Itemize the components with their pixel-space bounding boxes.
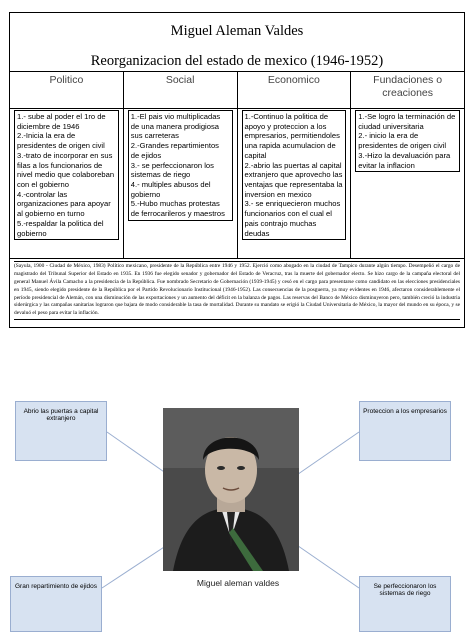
list-item: 2.-Inicia la era de presidentes de origen civil: [17, 131, 105, 151]
cell-politico: [10, 108, 124, 258]
list-item: 2.-abrio las puertas al capital extranjero que aprovecho las ventajas que representaba la inversion en mexico: [244, 160, 343, 199]
list-item: 5.-respaldar la politica del gobierno: [17, 218, 104, 238]
biography-paragraph: (Sayula, 1900 - Ciudad de México, 1983) Político mexicano, presidente de la República entre 1946 y 1952. Ejerció como abogado en la ciudad de Tampico durante algún tiempo. Desempeñó el cargo de magistrado del Tribunal Superior del Estado en 1935. En 1936 fue elegido senador y gobernador del Estado de Veracruz, tras la muerte del gobernador electo. Se hizo cargo de la campaña electoral del general Manuel Ávila Camacho a la presidencia de la República. Fue nombrado Secretario de Gobernación (1939-1945) y cesó en el cargo para presentarse como candidato en las elecciones presidenciales en 1945, siendo elegido presidente de la República por el Partido Revolucionario Institucional (1946-1952). Las consecuencias de la posguerra, ya muy evidentes en 1946, afectaron considerablemente el período presidencial de Alemán, con una disminución de las exportaciones y un aumento del déficit en la balanza de pagos. Las reservas del Banco de México disminuyeron pero, también creció la industria siderúrgica y las campañas sanitarias lograron que bajara de modo considerable la tasa de mortalidad. Durante su mandato se erigió la Ciudad Universitaria de México, la mayor del mundo en su época, y se devaluó el peso para evitar la inflación.: [14, 261, 460, 320]
header-economico: Economico: [238, 72, 352, 108]
list-item: 3.- se enriquecieron muchos funcionarios con el cual el pais contrajo muchas deudas: [244, 199, 341, 238]
table-header-row: [10, 71, 464, 109]
list-item: 2.- inicio la era de presidentes de origen civil: [358, 131, 447, 151]
concept-box-ejidos: Gran repartimiento de ejidos: [10, 576, 102, 632]
list-item: 2.-Grandes repartimientos de ejidos: [130, 141, 219, 160]
cell-fundaciones: [351, 108, 464, 258]
document-subtitle: Reorganizacion del estado de mexico (1946-1952): [90, 53, 384, 69]
concept-box-capital: Abrio las puertas a capital extranjero: [15, 401, 107, 461]
list-item: 1.-El pais vio multiplicadas de una manera prodigiosa sus carreteras: [130, 112, 221, 141]
list-item: 3.-Hizo la devaluación para evitar la inflacion: [358, 150, 451, 170]
list-item: 3.-trato de incorporar en sus filas a los funcionarios de nivel medio que colaboreban con el gobierno: [17, 150, 115, 190]
list-item: 4.-controlar las organizaciones para apoyar al gobierno en turno: [17, 189, 111, 219]
document-page: [9, 12, 465, 328]
portrait-image: [163, 408, 299, 571]
list-politico: [14, 110, 119, 240]
list-item: 1.-Continuo la politica de apoyo y proteccion a los empresarios, permitiendoles una rapida acumulacion de capital: [244, 112, 340, 160]
header-social: Social: [124, 72, 238, 108]
header-fundaciones: Fundaciones o creaciones: [373, 74, 443, 100]
document-title: Miguel Aleman Valdes: [170, 23, 304, 39]
list-social: [128, 110, 233, 221]
cell-social: [124, 108, 238, 258]
mind-map: [0, 380, 474, 632]
concept-box-riego: Se perfeccionaron los sistemas de riego: [359, 576, 451, 632]
list-item: 3.- se perfeccionaron los sistemas de riego: [130, 160, 214, 180]
concept-box-empresarios: Proteccion a los empresarios: [359, 401, 451, 461]
portrait-photo: [163, 408, 299, 571]
list-item: 1.- sube al poder el 1ro de diciembre de 1946: [17, 112, 106, 131]
portrait-caption: Miguel aleman valdes: [196, 578, 280, 588]
list-item: 5.-Hubo muchas protestas de ferrocarileros y maestros: [130, 199, 225, 219]
list-item: 1.-Se logro la terminación de ciudad universitaria: [358, 112, 456, 131]
list-economico: [242, 110, 347, 240]
cell-economico: [238, 108, 352, 258]
header-politico: Politico: [10, 72, 124, 108]
table-body-row: [10, 108, 464, 259]
list-fundaciones: [355, 110, 460, 172]
list-item: 4.- multiples abusos del gobierno: [130, 180, 211, 199]
